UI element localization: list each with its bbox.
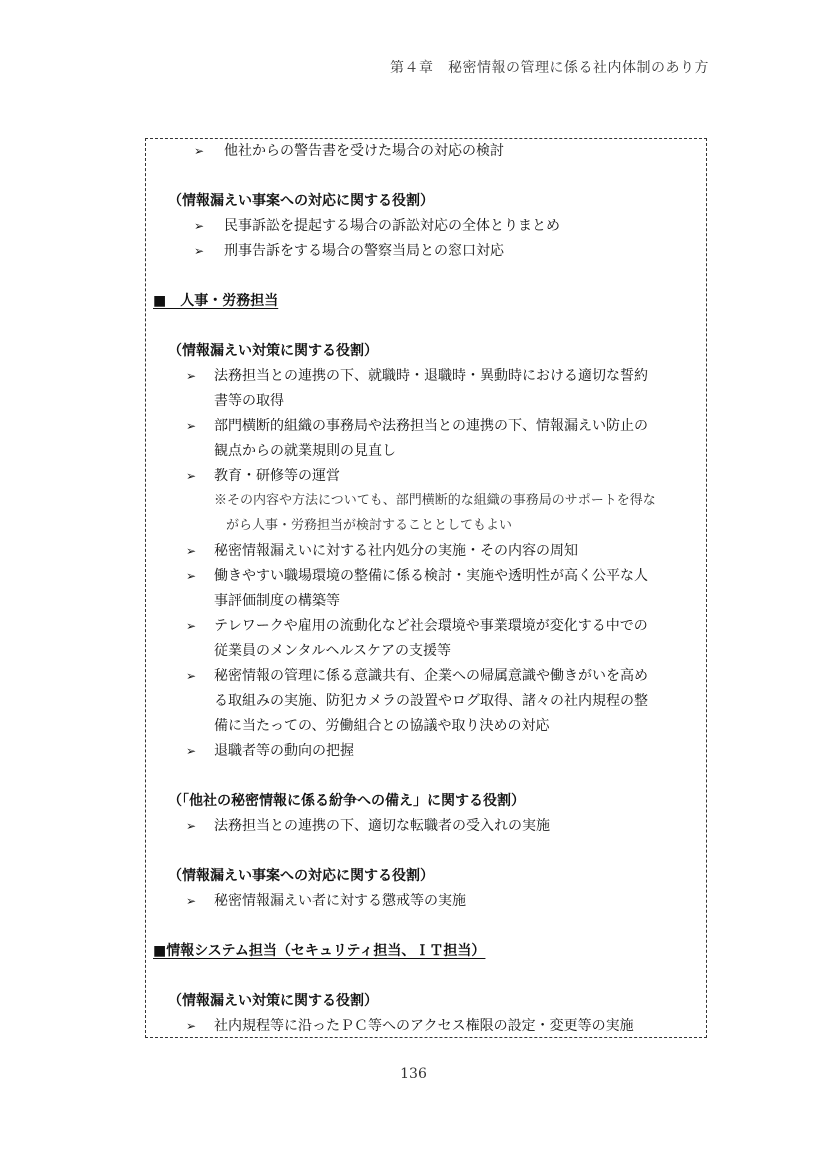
list-item: 退職者等の動向の把握 — [214, 743, 354, 759]
list-item-continuation: 従業員のメンタルヘルスケアの支援等 — [214, 643, 452, 659]
bullet-icon: ➢ — [194, 244, 205, 258]
bullet-icon: ➢ — [186, 469, 197, 483]
role-heading: （情報漏えい対策に関する役割） — [168, 343, 378, 359]
running-header: 第４章 秘密情報の管理に係る社内体制のあり方 — [390, 60, 709, 76]
bullet-icon: ➢ — [186, 419, 197, 433]
bullet-icon: ➢ — [186, 544, 197, 558]
role-heading: （「他社の秘密情報に係る紛争への備え」に関する役割） — [168, 793, 525, 809]
bullet-icon: ➢ — [186, 619, 197, 633]
list-item-continuation: る取組みの実施、防犯カメラの設置やログ取得、諸々の社内規程の整 — [214, 693, 648, 709]
list-item: 社内規程等に沿ったＰＣ等へのアクセス権限の設定・変更等の実施 — [214, 1018, 634, 1034]
bullet-icon: ➢ — [186, 894, 197, 908]
list-item: 秘密情報漏えい者に対する懲戒等の実施 — [214, 893, 466, 909]
bullet-icon: ➢ — [194, 219, 205, 233]
bullet-icon: ➢ — [194, 144, 205, 158]
section-title: ■情報システム担当（セキュリティ担当、ＩＴ担当） — [153, 943, 486, 959]
bullet-icon: ➢ — [186, 744, 197, 758]
note-text: ※その内容や方法についても、部門横断的な組織の事務局のサポートを得な — [214, 493, 656, 508]
bullet-icon: ➢ — [186, 819, 197, 833]
role-heading: （情報漏えい事案への対応に関する役割） — [168, 868, 434, 884]
section-title: ■ 人事・労務担当 — [153, 293, 279, 309]
list-item: 法務担当との連携の下、就職時・退職時・異動時における適切な誓約 — [214, 368, 648, 384]
list-item: 秘密情報の管理に係る意識共有、企業への帰属意識や働きがいを高め — [214, 668, 648, 684]
list-item: 刑事告訴をする場合の警察当局との窓口対応 — [224, 243, 504, 259]
list-item: 他社からの警告書を受けた場合の対応の検討 — [224, 143, 504, 159]
bullet-icon: ➢ — [186, 1019, 197, 1033]
list-item: 教育・研修等の運営 — [214, 468, 340, 484]
list-item-continuation: 観点からの就業規則の見直し — [214, 443, 396, 459]
role-heading: （情報漏えい対策に関する役割） — [168, 993, 378, 1009]
list-item: 秘密情報漏えいに対する社内処分の実施・その内容の周知 — [214, 543, 578, 559]
bullet-icon: ➢ — [186, 369, 197, 383]
list-item: 働きやすい職場環境の整備に係る検討・実施や透明性が高く公平な人 — [214, 568, 648, 584]
list-item: テレワークや雇用の流動化など社会環境や事業環境が変化する中での — [214, 618, 648, 634]
list-item: 民事訴訟を提起する場合の訴訟対応の全体とりまとめ — [224, 218, 560, 234]
list-item: 法務担当との連携の下、適切な転職者の受入れの実施 — [214, 818, 550, 834]
page-number: 136 — [400, 1066, 427, 1082]
list-item-continuation: 事評価制度の構築等 — [214, 593, 340, 609]
role-heading: （情報漏えい事案への対応に関する役割） — [168, 193, 434, 209]
list-item-continuation: 備に当たっての、労働組合との協議や取り決めの対応 — [214, 718, 550, 734]
list-item-continuation: 書等の取得 — [214, 393, 284, 409]
list-item: 部門横断的組織の事務局や法務担当との連携の下、情報漏えい防止の — [214, 418, 648, 434]
note-text-continuation: がら人事・労務担当が検討することとしてもよい — [226, 518, 513, 533]
bullet-icon: ➢ — [186, 669, 197, 683]
bullet-icon: ➢ — [186, 569, 197, 583]
